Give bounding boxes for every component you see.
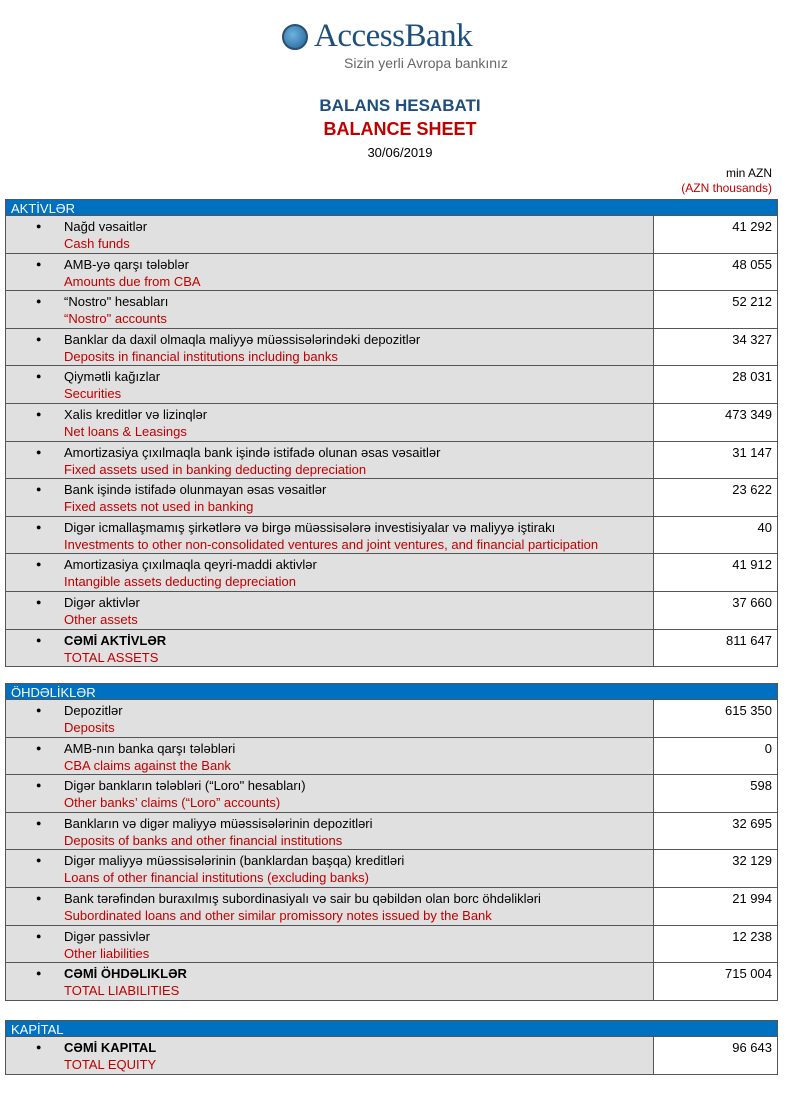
row-value: 811 647 — [725, 632, 772, 648]
logo-globe-icon — [282, 24, 308, 50]
row-value: 32 695 — [732, 815, 772, 831]
row-value: 598 — [750, 778, 772, 794]
table-row — [5, 926, 778, 964]
label-az: Amortizasiya çıxılmaqla qeyri-maddi aktivlər — [64, 557, 317, 573]
row-value: 12 238 — [732, 928, 772, 944]
unit-en: (AZN thousands) — [681, 181, 772, 195]
unit-az: min AZN — [725, 166, 772, 180]
table-row — [5, 963, 778, 1001]
bullet-icon: ● — [36, 221, 42, 231]
row-label-cell — [6, 888, 654, 925]
row-value: 34 327 — [732, 331, 772, 347]
label-az: Depozitlər — [64, 703, 123, 718]
row-label-cell — [6, 329, 654, 366]
label-az: Qiymətli kağızlar — [64, 369, 161, 385]
label-en: Other liabilities — [64, 945, 150, 961]
row-label-cell — [6, 366, 654, 403]
label-az: CƏMİ AKTİVLƏR — [64, 632, 167, 648]
table-row — [5, 291, 778, 329]
table-row — [5, 1037, 778, 1075]
label-az: Nağd vəsaitlər — [64, 219, 148, 234]
row-label-cell — [6, 479, 654, 516]
row-value: 0 — [764, 740, 772, 756]
bullet-icon: ● — [36, 446, 42, 457]
table-row — [5, 738, 778, 776]
label-en: Amounts due from CBA — [64, 273, 201, 289]
table-row — [5, 813, 778, 851]
bullet-icon: ● — [36, 1042, 42, 1052]
label-en: Fixed assets not used in banking — [64, 499, 254, 515]
row-label-cell — [6, 630, 654, 667]
row-value: 48 055 — [732, 256, 772, 272]
row-value: 615 350 — [725, 703, 772, 718]
row-value: 32 129 — [732, 853, 772, 869]
row-label-cell — [6, 442, 654, 479]
label-az: Bank tərəfindən buraxılmış subordinasiyalı və sair bu qəbildən olan borc öhdəlikləri — [64, 890, 541, 906]
label-en: Other assets — [64, 611, 138, 627]
label-az: Digər maliyyə müəssisələrinin (banklardan başqa) kreditləri — [64, 853, 405, 869]
report-date: 30/06/2019 — [367, 145, 433, 160]
row-label-cell — [6, 291, 654, 328]
bullet-icon: ● — [36, 817, 42, 828]
section-2 — [5, 1020, 778, 1075]
bullet-icon: ● — [36, 296, 42, 307]
table-row — [5, 479, 778, 517]
logo-name: AccessBank — [314, 18, 473, 54]
label-en: Cash funds — [64, 236, 130, 251]
bullet-icon: ● — [36, 333, 42, 344]
label-az: AMB-nın banka qarşı tələbləri — [64, 740, 236, 756]
label-en: Deposits in financial institutions including banks — [64, 348, 338, 364]
section-header: KAPİTAL — [5, 1020, 778, 1037]
label-az: AMB-yə qarşı tələblər — [64, 256, 189, 272]
table-row — [5, 366, 778, 404]
row-label-cell — [6, 700, 654, 737]
label-en: TOTAL LIABILITIES — [64, 983, 180, 999]
bullet-icon: ● — [36, 634, 42, 645]
bullet-icon: ● — [36, 559, 42, 570]
table-row — [5, 850, 778, 888]
table-row — [5, 254, 778, 292]
row-label-cell — [6, 738, 654, 775]
bullet-icon: ● — [36, 855, 42, 866]
section-1 — [5, 683, 778, 1001]
label-en: Net loans & Leasings — [64, 423, 187, 439]
section-header: ÖHDƏLİKLƏR — [5, 683, 778, 700]
label-en: TOTAL ASSETS — [64, 649, 159, 665]
section-0 — [5, 199, 778, 667]
row-label-cell — [6, 963, 654, 1000]
label-en: Intangible assets deducting depreciation — [64, 574, 296, 590]
table-row — [5, 404, 778, 442]
row-value: 37 660 — [732, 594, 772, 610]
row-value: 41 292 — [732, 219, 772, 234]
table-row — [5, 517, 778, 555]
row-value: 473 349 — [725, 406, 772, 422]
table-row — [5, 329, 778, 367]
row-label-cell — [6, 592, 654, 629]
row-label-cell — [6, 554, 654, 591]
accessbank-logo — [282, 18, 522, 74]
table-row — [5, 700, 778, 738]
label-en: Deposits — [64, 720, 115, 735]
label-en: TOTAL EQUITY — [64, 1057, 157, 1072]
label-az: CƏMİ KAPITAL — [64, 1040, 157, 1055]
row-label-cell — [6, 850, 654, 887]
bullet-icon: ● — [36, 968, 42, 979]
label-en: “Nostro" accounts — [64, 311, 167, 327]
label-az: Bankların və digər maliyyə müəssisələrinin depozitləri — [64, 815, 373, 831]
row-value: 21 994 — [732, 890, 772, 906]
label-en: Loans of other financial institutions (excluding banks) — [64, 870, 369, 886]
title-en: BALANCE SHEET — [323, 119, 477, 139]
label-en: Investments to other non-consolidated ventures and joint ventures, and financial participation — [64, 536, 599, 552]
label-az: CƏMİ ÖHDƏLIKLƏR — [64, 966, 187, 982]
bullet-icon: ● — [36, 408, 42, 419]
row-value: 31 147 — [732, 444, 772, 460]
bullet-icon: ● — [36, 930, 42, 941]
row-value: 52 212 — [732, 294, 772, 310]
row-value: 96 643 — [732, 1040, 772, 1055]
label-en: Fixed assets used in banking deducting depreciation — [64, 461, 367, 477]
row-value: 28 031 — [732, 369, 772, 385]
table-row — [5, 442, 778, 480]
table-row — [5, 630, 778, 668]
row-label-cell — [6, 813, 654, 850]
label-az: Digər aktivlər — [64, 594, 140, 610]
label-en: CBA claims against the Bank — [64, 757, 231, 773]
title-az: BALANS HESABATI — [319, 96, 481, 115]
bullet-icon: ● — [36, 484, 42, 495]
section-header: AKTİVLƏR — [5, 199, 778, 216]
row-value: 715 004 — [725, 966, 772, 982]
table-row — [5, 554, 778, 592]
bullet-icon: ● — [36, 742, 42, 753]
row-value: 23 622 — [732, 482, 772, 498]
row-label-cell — [6, 1037, 654, 1074]
table-row — [5, 592, 778, 630]
table-row — [5, 775, 778, 813]
label-az: Xalis kreditlər və lizinqlər — [64, 406, 208, 422]
bullet-icon: ● — [36, 780, 42, 791]
label-az: Digər icmallaşmamış şirkətlərə və birgə müəssisələrə investisiyalar və maliyyə iştirakı — [64, 519, 556, 535]
label-az: Digər passivlər — [64, 928, 150, 944]
row-label-cell — [6, 517, 654, 554]
label-az: Digər bankların tələbləri (“Loro" hesabları) — [64, 778, 306, 794]
logo-tagline: Sizin yerli Avropa bankınız — [344, 55, 508, 71]
bullet-icon: ● — [36, 521, 42, 532]
label-en: Other banks’ claims (“Loro” accounts) — [64, 795, 281, 811]
row-label-cell — [6, 254, 654, 291]
row-value: 40 — [757, 519, 772, 535]
bullet-icon: ● — [36, 705, 42, 715]
bullet-icon: ● — [36, 596, 42, 607]
row-label-cell — [6, 775, 654, 812]
label-az: Bank işində istifadə olunmayan əsas vəsaitlər — [64, 482, 327, 498]
label-az: “Nostro" hesabları — [64, 294, 169, 310]
row-value: 41 912 — [732, 557, 772, 573]
row-label-cell — [6, 216, 654, 253]
bullet-icon: ● — [36, 258, 42, 269]
bullet-icon: ● — [36, 371, 42, 382]
label-az: Amortizasiya çıxılmaqla bank işində istifadə olunan əsas vəsaitlər — [64, 444, 441, 460]
bullet-icon: ● — [36, 892, 42, 903]
label-en: Deposits of banks and other financial institutions — [64, 832, 343, 848]
label-az: Banklar da daxil olmaqla maliyyə müəssisələrindəki depozitlər — [64, 331, 421, 347]
row-label-cell — [6, 926, 654, 963]
label-en: Subordinated loans and other similar promissory notes issued by the Bank — [64, 907, 492, 923]
label-en: Securities — [64, 386, 122, 402]
table-row — [5, 216, 778, 254]
table-row — [5, 888, 778, 926]
row-label-cell — [6, 404, 654, 441]
